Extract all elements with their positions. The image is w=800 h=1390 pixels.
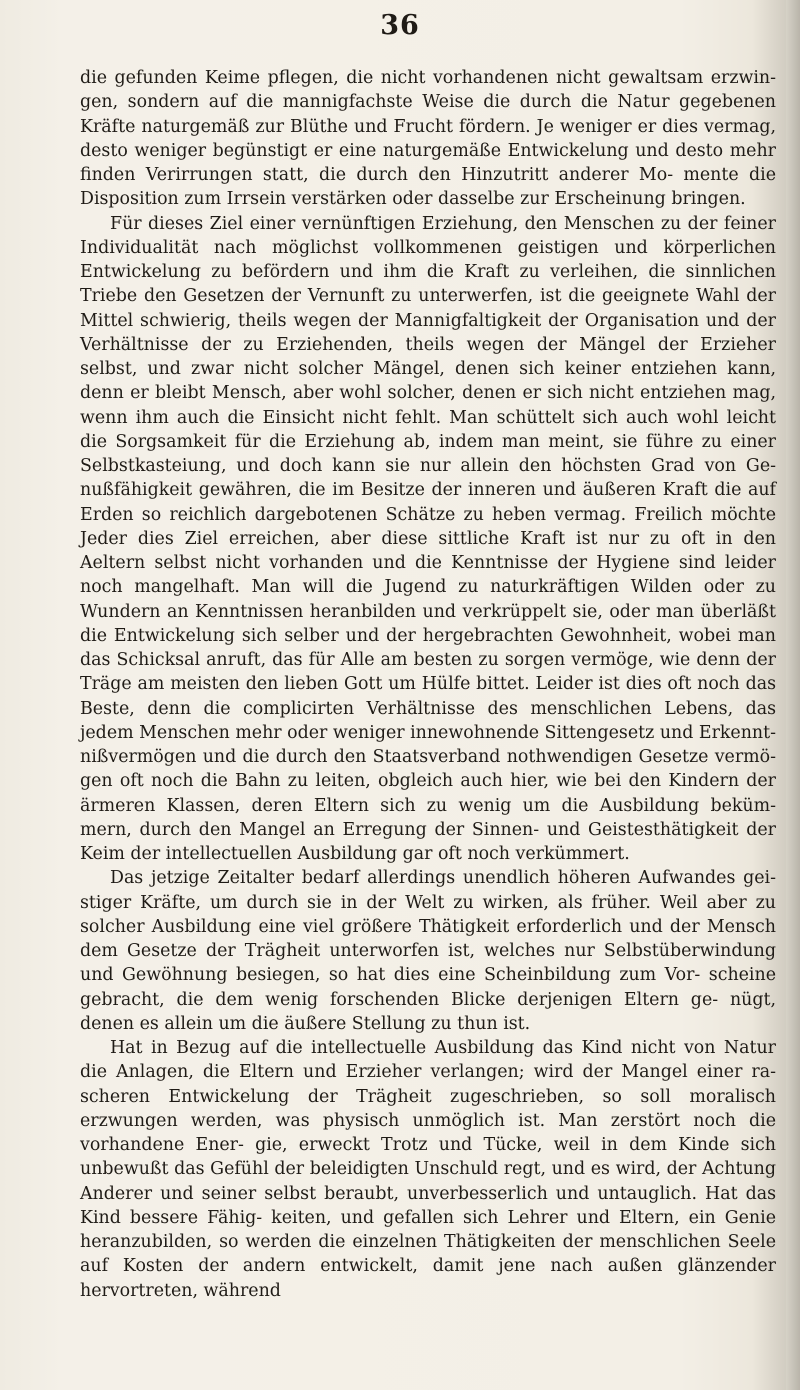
page-edge-shadow [786,0,800,1390]
paragraph-4: Hat in Bezug auf die intellectuelle Ausbildung das Kind nicht von Natur die Anlagen, die Eltern und Erzieher verlangen; wird der Mangel einer ra- scheren Entwickelung der Trägheit zugeschrieben, so soll moralisch erzwungen werden, was physisch unmöglich ist. Man zerstört noch die vorhandene Ener- gie, erweckt Trotz und Tücke, weil in dem Kinde sich unbewußt das Gefühl der beleidigten Unschuld regt, und es wird, der Achtung Anderer und seiner selbst beraubt, unverbesserlich und untauglich. Hat das Kind bessere Fähig- keiten, und gefallen sich Lehrer und Eltern, ein Genie heranzubilden, so werden die einzelnen Thätigkeiten der menschlichen Seele auf Kosten der andern entwickelt, damit jene nach außen glänzender hervortreten, während [80,1038,776,1301]
paragraph-3: Das jetzige Zeitalter bedarf allerdings unendlich höheren Aufwandes gei- stiger Kräfte, um durch sie in der Welt zu wirken, als früher. Weil aber zu solcher Ausbildung eine viel größere Thätigkeit erforderlich und der Mensch dem Gesetze der Trägheit unterworfen ist, welches nur Selbstüberwindung und Gewöhnung besiegen, so hat dies eine Scheinbildung zum Vor- scheine gebracht, die dem wenig forschenden Blicke derjenigen Eltern ge- nügt, denen es allein um die äußere Stellung zu thun ist. [80,868,776,1034]
body-text [80,66,776,1303]
page-number: 36 [380,10,420,41]
paragraph-1: die gefunden Keime pflegen, die nicht vorhandenen nicht gewaltsam erzwin- gen, sondern auf die mannigfachste Weise die durch die Natur gegebenen Kräfte naturgemäß zur Blüthe und Frucht fördern. Je weniger er dies vermag, desto weniger begünstigt er eine naturgemäße Entwickelung und desto mehr finden Verirrungen statt, die durch den Hinzutritt anderer Mo- mente die Disposition zum Irrsein verstärken oder dasselbe zur Erscheinung bringen. [80,68,776,210]
paragraph-2: Für dieses Ziel einer vernünftigen Erziehung, den Menschen zu der feiner Individualität nach möglichst vollkommenen geistigen und körperlichen Entwickelung zu befördern und ihm die Kraft zu verleihen, die sinnlichen Triebe den Gesetzen der Vernunft zu unterwerfen, ist die geeignete Wahl der Mittel schwierig, theils wegen der Mannigfaltigkeit der Organisation und der Verhältnisse der zu Erziehenden, theils wegen der Mängel der Erzieher selbst, und zwar nicht solcher Mängel, denen sich keiner entziehen kann, denn er bleibt Mensch, aber wohl solcher, denen er sich nicht entziehen mag, wenn ihm auch die Einsicht nicht fehlt. Man schüttelt sich auch wohl leicht die Sorgsamkeit für die Erziehung ab, indem man meint, sie führe zu einer Selbstkasteiung, und doch kann sie nur allein den höchsten Grad von Ge- nußfähigkeit gewähren, die im Besitze der inneren und äußeren Kraft die auf Erden so reichlich dargebotenen Schätze zu heben vermag. Freilich möchte Jeder dies Ziel erreichen, aber diese sittliche Kraft ist nur zu oft in den Aeltern selbst nicht vorhanden und die Kenntnisse der Hygiene sind leider noch mangelhaft. Man will die Jugend zu naturkräftigen Wilden oder zu Wundern an Kenntnissen heranbilden und verkrüppelt sie, oder man überläßt die Entwickelung sich selber und der hergebrachten Gewohnheit, wobei man das Schicksal anruft, das für Alle am besten zu sorgen vermöge, wie denn der Träge am meisten den lieben Gott um Hülfe bittet. Leider ist dies oft noch das Beste, denn die complicirten Verhältnisse des menschlichen Lebens, das jedem Menschen mehr oder weniger innewohnende Sittengesetz und Erkennt- nißvermögen und die durch den Staatsverband nothwendigen Gesetze vermö- gen oft noch die Bahn zu leiten, obgleich auch hier, wie bei den Kindern der ärmeren Klassen, deren Eltern sich zu wenig um die Ausbildung beküm- mern, durch den Mangel an Erregung der Sinnen- und Geistesthätigkeit der Keim der intellectuellen Ausbildung gar oft noch verkümmert. [80,213,776,864]
